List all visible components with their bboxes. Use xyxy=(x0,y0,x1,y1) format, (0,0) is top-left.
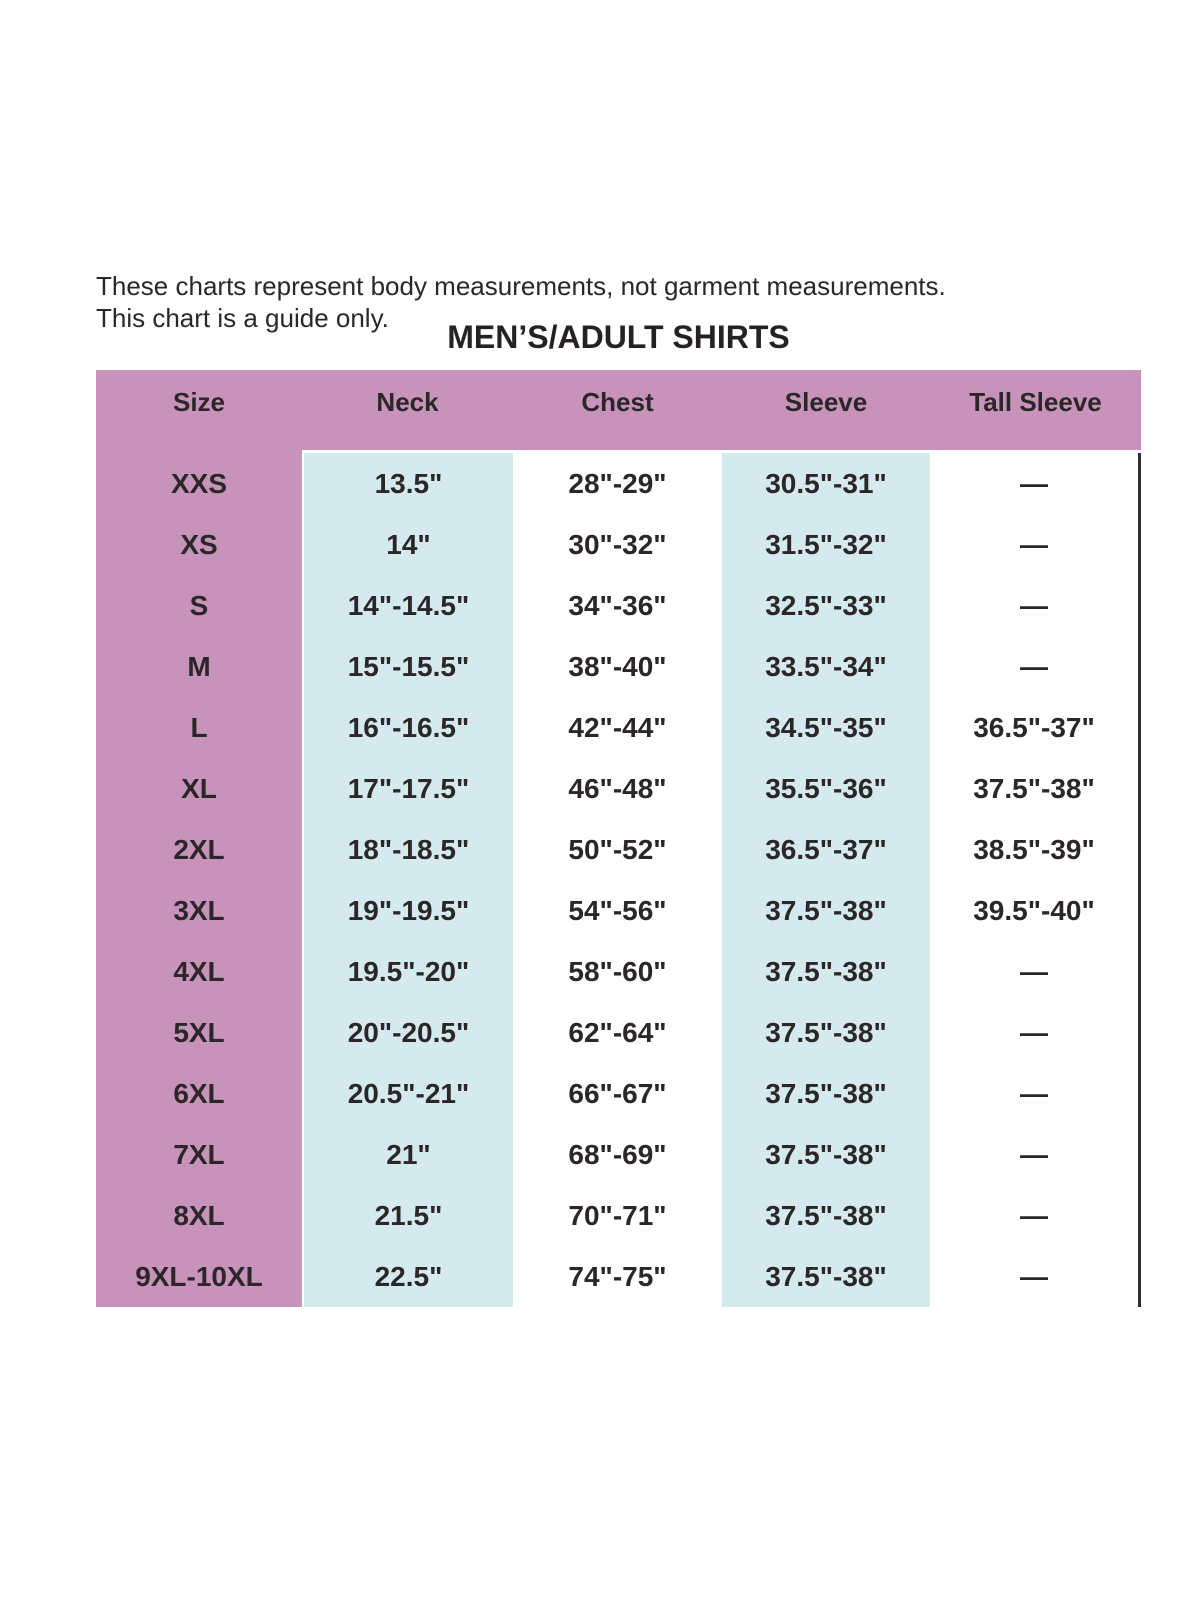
cell-chest: 34"-36" xyxy=(513,575,722,636)
cell-neck: 21.5" xyxy=(302,1185,513,1246)
cell-chest: 70"-71" xyxy=(513,1185,722,1246)
cell-sleeve: 37.5"-38" xyxy=(722,1185,930,1246)
header-cell-tall-sleeve: Tall Sleeve xyxy=(930,370,1141,453)
table-row xyxy=(96,1124,1141,1185)
cell-tall-sleeve: — xyxy=(930,1063,1141,1124)
cell-sleeve: 33.5"-34" xyxy=(722,636,930,697)
cell-neck: 14"-14.5" xyxy=(302,575,513,636)
cell-chest: 42"-44" xyxy=(513,697,722,758)
cell-neck: 16"-16.5" xyxy=(302,697,513,758)
cell-sleeve: 32.5"-33" xyxy=(722,575,930,636)
cell-tall-sleeve: 37.5"-38" xyxy=(930,758,1141,819)
table-row xyxy=(96,453,1141,514)
cell-size: 7XL xyxy=(96,1124,302,1185)
table-body xyxy=(96,453,1141,1307)
cell-sleeve: 37.5"-38" xyxy=(722,1246,930,1307)
cell-size: 2XL xyxy=(96,819,302,880)
disclaimer-line1: These charts represent body measurements, not garment measurements. xyxy=(96,271,946,301)
cell-sleeve: 37.5"-38" xyxy=(722,1063,930,1124)
cell-chest: 58"-60" xyxy=(513,941,722,1002)
cell-tall-sleeve: — xyxy=(930,1246,1141,1307)
disclaimer-line2: This chart is a guide only. xyxy=(96,303,389,333)
cell-size: 6XL xyxy=(96,1063,302,1124)
cell-chest: 46"-48" xyxy=(513,758,722,819)
cell-chest: 74"-75" xyxy=(513,1246,722,1307)
cell-neck: 15"-15.5" xyxy=(302,636,513,697)
table-row xyxy=(96,941,1141,1002)
cell-chest: 68"-69" xyxy=(513,1124,722,1185)
cell-size: 4XL xyxy=(96,941,302,1002)
cell-tall-sleeve: — xyxy=(930,1124,1141,1185)
cell-size: 5XL xyxy=(96,1002,302,1063)
cell-chest: 38"-40" xyxy=(513,636,722,697)
cell-sleeve: 36.5"-37" xyxy=(722,819,930,880)
cell-neck: 19"-19.5" xyxy=(302,880,513,941)
table-row xyxy=(96,880,1141,941)
cell-neck: 20"-20.5" xyxy=(302,1002,513,1063)
cell-neck: 21" xyxy=(302,1124,513,1185)
table-row xyxy=(96,1185,1141,1246)
header-cell-neck: Neck xyxy=(302,370,513,453)
cell-tall-sleeve: — xyxy=(930,941,1141,1002)
cell-sleeve: 37.5"-38" xyxy=(722,1124,930,1185)
cell-size: L xyxy=(96,697,302,758)
cell-size: 9XL-10XL xyxy=(96,1246,302,1307)
table-row xyxy=(96,1063,1141,1124)
table-row xyxy=(96,758,1141,819)
header-cell-chest: Chest xyxy=(513,370,722,453)
cell-size: XS xyxy=(96,514,302,575)
cell-size: 8XL xyxy=(96,1185,302,1246)
table-row xyxy=(96,636,1141,697)
table-row xyxy=(96,819,1141,880)
cell-tall-sleeve: — xyxy=(930,575,1141,636)
cell-sleeve: 37.5"-38" xyxy=(722,880,930,941)
cell-tall-sleeve: — xyxy=(930,1185,1141,1246)
cell-tall-sleeve: — xyxy=(930,636,1141,697)
cell-sleeve: 34.5"-35" xyxy=(722,697,930,758)
cell-neck: 13.5" xyxy=(302,453,513,514)
cell-tall-sleeve: — xyxy=(930,453,1141,514)
cell-chest: 66"-67" xyxy=(513,1063,722,1124)
cell-neck: 17"-17.5" xyxy=(302,758,513,819)
header-cell-sleeve: Sleeve xyxy=(722,370,930,453)
cell-chest: 50"-52" xyxy=(513,819,722,880)
cell-tall-sleeve: — xyxy=(930,514,1141,575)
table-row xyxy=(96,575,1141,636)
cell-chest: 62"-64" xyxy=(513,1002,722,1063)
cell-neck: 18"-18.5" xyxy=(302,819,513,880)
cell-neck: 19.5"-20" xyxy=(302,941,513,1002)
cell-chest: 30"-32" xyxy=(513,514,722,575)
table-row xyxy=(96,697,1141,758)
cell-size: XXS xyxy=(96,453,302,514)
cell-neck: 22.5" xyxy=(302,1246,513,1307)
cell-size: 3XL xyxy=(96,880,302,941)
table-row xyxy=(96,514,1141,575)
cell-tall-sleeve: 38.5"-39" xyxy=(930,819,1141,880)
cell-tall-sleeve: 39.5"-40" xyxy=(930,880,1141,941)
cell-sleeve: 30.5"-31" xyxy=(722,453,930,514)
cell-sleeve: 37.5"-38" xyxy=(722,941,930,1002)
table-row xyxy=(96,1246,1141,1307)
cell-tall-sleeve: 36.5"-37" xyxy=(930,697,1141,758)
cell-sleeve: 37.5"-38" xyxy=(722,1002,930,1063)
cell-chest: 54"-56" xyxy=(513,880,722,941)
cell-tall-sleeve: — xyxy=(930,1002,1141,1063)
table-row xyxy=(96,1002,1141,1063)
page-title: MEN’S/ADULT SHIRTS xyxy=(447,319,790,355)
cell-size: S xyxy=(96,575,302,636)
cell-neck: 20.5"-21" xyxy=(302,1063,513,1124)
cell-sleeve: 31.5"-32" xyxy=(722,514,930,575)
cell-sleeve: 35.5"-36" xyxy=(722,758,930,819)
cell-chest: 28"-29" xyxy=(513,453,722,514)
size-table xyxy=(96,370,1141,1307)
cell-size: M xyxy=(96,636,302,697)
cell-size: XL xyxy=(96,758,302,819)
table-header-row xyxy=(96,370,1141,453)
cell-neck: 14" xyxy=(302,514,513,575)
header-cell-size: Size xyxy=(96,370,302,453)
